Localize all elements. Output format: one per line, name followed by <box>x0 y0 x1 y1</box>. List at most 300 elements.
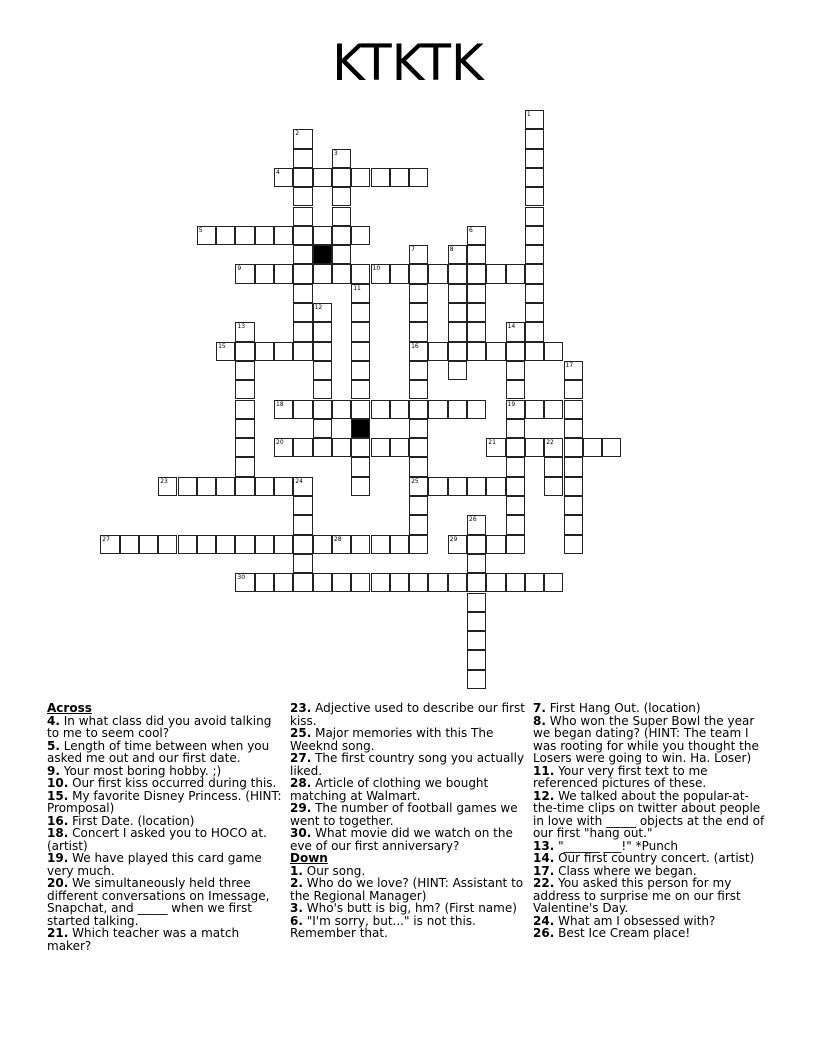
grid-cell[interactable] <box>467 650 486 669</box>
clue-number-label: 26. <box>533 926 555 940</box>
grid-cell[interactable] <box>448 284 467 303</box>
grid-cell[interactable] <box>293 284 312 303</box>
grid-cell[interactable] <box>158 477 177 496</box>
grid-cell[interactable] <box>409 380 428 399</box>
clue-number: 22 <box>546 439 554 447</box>
grid-cell[interactable] <box>486 573 505 592</box>
grid-cell[interactable] <box>525 168 544 187</box>
grid-cell[interactable] <box>313 380 332 399</box>
grid-cell[interactable] <box>293 515 312 534</box>
grid-cell[interactable] <box>467 515 486 534</box>
grid-cell[interactable] <box>351 168 370 187</box>
grid-cell[interactable] <box>371 438 390 457</box>
clue-number: 11 <box>353 284 361 292</box>
grid-cell[interactable] <box>564 457 583 476</box>
grid-cell[interactable] <box>525 226 544 245</box>
clue-item <box>533 715 769 765</box>
grid-cell[interactable] <box>351 573 370 592</box>
clue-number-label: 12. <box>533 788 555 803</box>
grid-cell[interactable] <box>255 264 274 283</box>
grid-cell[interactable] <box>274 226 293 245</box>
clue-number: 24 <box>295 477 303 485</box>
clue-text: Your very first text to me referenced pictures of these. <box>533 763 708 790</box>
grid-cell[interactable] <box>293 342 312 361</box>
grid-cell[interactable] <box>564 477 583 496</box>
grid-cell[interactable] <box>564 438 583 457</box>
clue-text: Our song. <box>306 863 366 878</box>
grid-cell[interactable] <box>544 342 563 361</box>
grid-cell[interactable] <box>409 457 428 476</box>
grid-cell[interactable] <box>525 129 544 148</box>
clue-number-label: 4. <box>47 713 60 728</box>
grid-cell[interactable] <box>448 342 467 361</box>
grid-cell[interactable] <box>332 149 351 168</box>
clue-item <box>47 790 283 815</box>
grid-cell[interactable] <box>332 168 351 187</box>
grid-cell[interactable] <box>467 631 486 650</box>
grid-cell[interactable] <box>544 400 563 419</box>
grid-cell[interactable] <box>390 573 409 592</box>
grid-cell[interactable] <box>564 419 583 438</box>
grid-cell[interactable] <box>409 361 428 380</box>
grid-cell[interactable] <box>525 400 544 419</box>
grid-cell[interactable] <box>293 554 312 573</box>
grid-cell[interactable] <box>428 342 447 361</box>
clue-number: 12 <box>314 304 323 311</box>
grid-cell[interactable] <box>313 303 332 322</box>
grid-cell[interactable] <box>486 342 505 361</box>
grid-cell[interactable] <box>235 438 254 457</box>
grid-cell[interactable] <box>293 207 312 226</box>
grid-cell[interactable] <box>235 535 254 554</box>
clue-number-label: 14. <box>533 851 555 865</box>
grid-cell[interactable] <box>351 226 370 245</box>
grid-cell[interactable] <box>351 438 370 457</box>
clue-number-label: 10. <box>47 776 69 790</box>
grid-cell[interactable] <box>506 496 525 515</box>
grid-cell[interactable] <box>506 400 525 419</box>
grid-cell[interactable] <box>428 573 447 592</box>
grid-cell[interactable] <box>409 573 428 592</box>
clue-item <box>47 927 283 952</box>
grid-cell[interactable] <box>351 457 370 476</box>
grid-cell[interactable] <box>409 284 428 303</box>
clue-item <box>47 877 283 927</box>
grid-cell[interactable] <box>313 419 332 438</box>
clue-text: Who's butt is big, hm? (First name) <box>306 901 517 915</box>
grid-cell[interactable] <box>351 535 370 554</box>
grid-cell[interactable] <box>448 264 467 283</box>
grid-cell[interactable] <box>178 535 197 554</box>
grid-cell[interactable] <box>235 573 254 592</box>
grid-cell[interactable] <box>409 535 428 554</box>
grid-cell[interactable] <box>409 264 428 283</box>
clue-item <box>533 927 769 940</box>
grid-cell[interactable] <box>293 245 312 264</box>
grid-cell[interactable] <box>486 264 505 283</box>
clue-number-label: 9. <box>47 763 60 778</box>
grid-cell[interactable] <box>448 322 467 341</box>
grid-cell[interactable] <box>467 573 486 592</box>
clue-item <box>47 852 283 877</box>
clue-number: 27 <box>102 535 110 543</box>
grid-cell[interactable] <box>332 207 351 226</box>
grid-cell[interactable] <box>313 226 332 245</box>
grid-cell[interactable] <box>293 187 312 206</box>
clue-text: The first country song you actually liked. <box>290 751 525 778</box>
grid-cell[interactable] <box>351 477 370 496</box>
grid-cell[interactable] <box>448 477 467 496</box>
grid-cell[interactable] <box>293 322 312 341</box>
across-heading: Across <box>47 701 92 715</box>
grid-cell[interactable] <box>332 245 351 264</box>
grid-cell[interactable] <box>390 400 409 419</box>
grid-cell[interactable] <box>332 535 351 554</box>
grid-cell[interactable] <box>525 438 544 457</box>
grid-cell[interactable] <box>409 515 428 534</box>
grid-cell[interactable] <box>525 303 544 322</box>
grid-cell[interactable] <box>390 264 409 283</box>
grid-cell[interactable] <box>506 438 525 457</box>
grid-cell[interactable] <box>351 264 370 283</box>
grid-cell[interactable] <box>293 226 312 245</box>
clue-number-label: 20. <box>47 876 69 890</box>
grid-cell[interactable] <box>467 264 486 283</box>
grid-cell[interactable] <box>525 187 544 206</box>
grid-cell[interactable] <box>274 477 293 496</box>
grid-cell[interactable] <box>390 535 409 554</box>
grid-cell[interactable] <box>371 400 390 419</box>
grid-cell[interactable] <box>564 515 583 534</box>
clue-number: 30 <box>237 574 246 582</box>
grid-cell[interactable] <box>158 535 177 554</box>
grid-cell[interactable] <box>351 400 370 419</box>
grid-cell[interactable] <box>197 535 216 554</box>
clue-number-label: 11. <box>533 763 555 778</box>
grid-cell[interactable] <box>506 477 525 496</box>
grid-cell[interactable] <box>351 380 370 399</box>
clue-number-label: 13. <box>533 838 555 853</box>
grid-cell[interactable] <box>216 535 235 554</box>
grid-cell[interactable] <box>525 149 544 168</box>
clue-number: 1 <box>526 111 531 118</box>
clue-number: 17 <box>565 361 574 369</box>
clue-number-label: 30. <box>290 826 312 840</box>
clue-number: 26 <box>469 516 477 524</box>
clue-number-label: 27. <box>290 751 312 765</box>
grid-cell[interactable] <box>506 457 525 476</box>
grid-cell[interactable] <box>564 361 583 380</box>
grid-cell[interactable] <box>216 226 235 245</box>
grid-cell[interactable] <box>313 264 332 283</box>
grid-cell[interactable] <box>216 342 235 361</box>
clue-item <box>533 877 769 915</box>
clue-number-label: 23. <box>290 701 312 715</box>
grid-cell[interactable] <box>351 322 370 341</box>
grid-cell[interactable] <box>274 342 293 361</box>
grid-cell[interactable] <box>506 515 525 534</box>
grid-cell[interactable] <box>506 573 525 592</box>
grid-cell[interactable] <box>486 477 505 496</box>
clue-text: What movie did we watch on the eve of our first anniversary? <box>290 826 513 853</box>
clue-item <box>290 777 526 802</box>
grid-cell[interactable] <box>467 477 486 496</box>
grid-cell[interactable] <box>525 342 544 361</box>
clue-text: The number of football games we went to together. <box>290 801 518 828</box>
grid-cell[interactable] <box>564 496 583 515</box>
clue-text: Our first kiss occurred during this. <box>72 776 277 790</box>
clue-number: 9 <box>237 265 242 273</box>
grid-cell[interactable] <box>293 496 312 515</box>
clue-column-1 <box>47 702 283 952</box>
grid-cell[interactable] <box>332 226 351 245</box>
clue-number: 5 <box>198 226 203 234</box>
grid-cell[interactable] <box>467 226 486 245</box>
grid-cell[interactable] <box>255 226 274 245</box>
clue-number-label: 28. <box>290 776 312 790</box>
grid-cell[interactable] <box>274 438 293 457</box>
clue-item <box>290 802 526 827</box>
grid-cell[interactable] <box>235 322 254 341</box>
grid-cell[interactable] <box>293 477 312 496</box>
grid-cell[interactable] <box>564 400 583 419</box>
grid-cell[interactable] <box>544 438 563 457</box>
grid-cell[interactable] <box>274 573 293 592</box>
grid-cell[interactable] <box>235 419 254 438</box>
clue-text: Who won the Super Bowl the year we began dating? (HINT: The team I was rooting for while you thought the Losers were going to win. Ha. Loser) <box>533 713 759 765</box>
grid-cell[interactable] <box>255 573 274 592</box>
grid-cell[interactable] <box>332 400 351 419</box>
clue-number: 23 <box>160 477 168 485</box>
grid-cell[interactable] <box>467 670 486 689</box>
grid-cell[interactable] <box>602 438 621 457</box>
grid-cell[interactable] <box>409 419 428 438</box>
clue-number: 4 <box>276 168 280 176</box>
grid-cell[interactable] <box>313 438 332 457</box>
grid-cell[interactable] <box>506 264 525 283</box>
clue-number-label: 29. <box>290 801 312 815</box>
clue-number: 29 <box>449 535 458 543</box>
grid-cell[interactable] <box>313 168 332 187</box>
grid-cell[interactable] <box>293 303 312 322</box>
grid-cell[interactable] <box>409 322 428 341</box>
grid-cell[interactable] <box>506 380 525 399</box>
clue-number: 25 <box>411 477 419 485</box>
clue-text: Class where we began. <box>558 863 697 878</box>
grid-cell[interactable] <box>255 477 274 496</box>
clue-number: 6 <box>469 226 473 234</box>
grid-cell[interactable] <box>235 264 254 283</box>
grid-cell[interactable] <box>448 361 467 380</box>
across-clue-list <box>47 715 283 953</box>
grid-cell[interactable] <box>235 380 254 399</box>
grid-cell[interactable] <box>235 361 254 380</box>
grid-cell[interactable] <box>467 400 486 419</box>
grid-cell[interactable] <box>467 535 486 554</box>
grid-cell[interactable] <box>293 129 312 148</box>
grid-cell[interactable] <box>409 496 428 515</box>
clue-item <box>533 790 769 840</box>
grid-cell[interactable] <box>332 264 351 283</box>
clue-number-label: 6. <box>290 913 303 928</box>
clue-number: 19 <box>507 400 516 408</box>
clue-number: 10 <box>372 265 381 273</box>
grid-cell[interactable] <box>293 535 312 554</box>
grid-cell[interactable] <box>467 284 486 303</box>
clue-text: First Hang Out. (location) <box>549 701 701 715</box>
grid-cell[interactable] <box>448 535 467 554</box>
clue-text: Major memories with this The Weeknd song. <box>290 726 494 753</box>
grid-cell[interactable] <box>274 168 293 187</box>
grid-cell[interactable] <box>409 400 428 419</box>
grid-cell[interactable] <box>525 322 544 341</box>
grid-cell[interactable] <box>525 573 544 592</box>
grid-cell[interactable] <box>332 187 351 206</box>
grid-cell[interactable] <box>197 226 216 245</box>
grid-cell[interactable] <box>544 457 563 476</box>
grid-cell[interactable] <box>583 438 602 457</box>
grid-cell[interactable] <box>525 284 544 303</box>
grid-cell[interactable] <box>467 322 486 341</box>
grid-cell[interactable] <box>467 245 486 264</box>
grid-cell[interactable] <box>313 361 332 380</box>
grid-cell[interactable] <box>332 573 351 592</box>
grid-cell[interactable] <box>409 245 428 264</box>
grid-cell[interactable] <box>467 612 486 631</box>
clue-item <box>290 877 526 902</box>
grid-cell[interactable] <box>293 438 312 457</box>
grid-cell[interactable] <box>313 342 332 361</box>
grid-cell[interactable] <box>506 419 525 438</box>
grid-cell[interactable] <box>506 322 525 341</box>
clue-item <box>290 702 526 727</box>
grid-cell[interactable] <box>293 168 312 187</box>
black-square <box>351 419 370 438</box>
grid-cell[interactable] <box>255 342 274 361</box>
grid-cell[interactable] <box>216 477 235 496</box>
grid-cell[interactable] <box>448 245 467 264</box>
grid-cell[interactable] <box>428 400 447 419</box>
grid-cell[interactable] <box>525 110 544 129</box>
grid-cell[interactable] <box>428 264 447 283</box>
clue-item <box>533 765 769 790</box>
grid-cell[interactable] <box>371 264 390 283</box>
grid-cell[interactable] <box>409 438 428 457</box>
grid-cell[interactable] <box>506 535 525 554</box>
grid-cell[interactable] <box>390 438 409 457</box>
grid-cell[interactable] <box>428 477 447 496</box>
grid-cell[interactable] <box>293 149 312 168</box>
grid-cell[interactable] <box>313 400 332 419</box>
grid-cell[interactable] <box>255 535 274 554</box>
clue-item <box>47 827 283 852</box>
grid-cell[interactable] <box>235 477 254 496</box>
grid-cell[interactable] <box>197 477 216 496</box>
grid-cell[interactable] <box>313 322 332 341</box>
down-heading: Down <box>290 851 328 865</box>
grid-cell[interactable] <box>467 342 486 361</box>
grid-cell[interactable] <box>525 245 544 264</box>
grid-cell[interactable] <box>274 264 293 283</box>
clue-number-label: 21. <box>47 926 69 940</box>
grid-cell[interactable] <box>448 573 467 592</box>
clue-item <box>290 827 526 852</box>
grid-cell[interactable] <box>506 342 525 361</box>
clue-number-label: 2. <box>290 876 303 890</box>
grid-cell[interactable] <box>486 438 505 457</box>
clue-number-label: 1. <box>290 863 303 878</box>
grid-cell[interactable] <box>235 342 254 361</box>
clue-column-2 <box>290 702 526 940</box>
grid-cell[interactable] <box>564 380 583 399</box>
grid-cell[interactable] <box>371 573 390 592</box>
grid-cell[interactable] <box>351 342 370 361</box>
grid-cell[interactable] <box>274 400 293 419</box>
grid-cell[interactable] <box>506 361 525 380</box>
grid-cell[interactable] <box>409 168 428 187</box>
grid-cell[interactable] <box>525 207 544 226</box>
across-clue-list-continued <box>290 702 526 852</box>
grid-cell[interactable] <box>564 535 583 554</box>
grid-cell[interactable] <box>467 303 486 322</box>
grid-cell[interactable] <box>409 303 428 322</box>
clue-text: Your most boring hobby. ;) <box>63 763 222 778</box>
clue-text: We have played this card game very much. <box>47 851 262 878</box>
clue-number: 20 <box>276 439 284 447</box>
grid-cell[interactable] <box>235 226 254 245</box>
grid-cell[interactable] <box>178 477 197 496</box>
grid-cell[interactable] <box>313 573 332 592</box>
grid-cell[interactable] <box>409 342 428 361</box>
grid-cell[interactable] <box>351 303 370 322</box>
grid-cell[interactable] <box>293 400 312 419</box>
grid-cell[interactable] <box>351 284 370 303</box>
grid-cell[interactable] <box>371 535 390 554</box>
clue-text: We simultaneously held three different conversations on Imessage, Snapchat, and _____ when we first started talking. <box>47 876 270 928</box>
grid-cell[interactable] <box>486 535 505 554</box>
clue-item <box>290 915 526 940</box>
grid-cell[interactable] <box>544 477 563 496</box>
grid-cell[interactable] <box>371 168 390 187</box>
grid-cell[interactable] <box>274 535 293 554</box>
grid-cell[interactable] <box>332 438 351 457</box>
grid-cell[interactable] <box>448 400 467 419</box>
grid-cell[interactable] <box>467 593 486 612</box>
grid-cell[interactable] <box>351 361 370 380</box>
clue-item <box>290 752 526 777</box>
grid-cell[interactable] <box>235 400 254 419</box>
grid-cell[interactable] <box>100 535 119 554</box>
clue-text: Who do we love? (HINT: Assistant to the Regional Manager) <box>290 876 524 903</box>
puzzle-title: KTKTK <box>332 34 484 92</box>
grid-cell[interactable] <box>235 457 254 476</box>
grid-cell[interactable] <box>390 168 409 187</box>
grid-cell[interactable] <box>293 264 312 283</box>
grid-cell[interactable] <box>525 264 544 283</box>
grid-cell[interactable] <box>139 535 158 554</box>
clue-text: We talked about the popular-at-the-time clips on twitter about people in love with _____ objects at the end of our first "hang out." <box>533 788 765 840</box>
clue-text: Adjective used to describe our first kiss. <box>290 701 525 728</box>
grid-cell[interactable] <box>544 573 563 592</box>
grid-cell[interactable] <box>293 573 312 592</box>
grid-cell[interactable] <box>409 477 428 496</box>
grid-cell[interactable] <box>467 554 486 573</box>
grid-cell[interactable] <box>448 303 467 322</box>
grid-cell[interactable] <box>313 535 332 554</box>
clue-item <box>47 740 283 765</box>
clue-number: 8 <box>449 246 454 254</box>
grid-cell[interactable] <box>120 535 139 554</box>
